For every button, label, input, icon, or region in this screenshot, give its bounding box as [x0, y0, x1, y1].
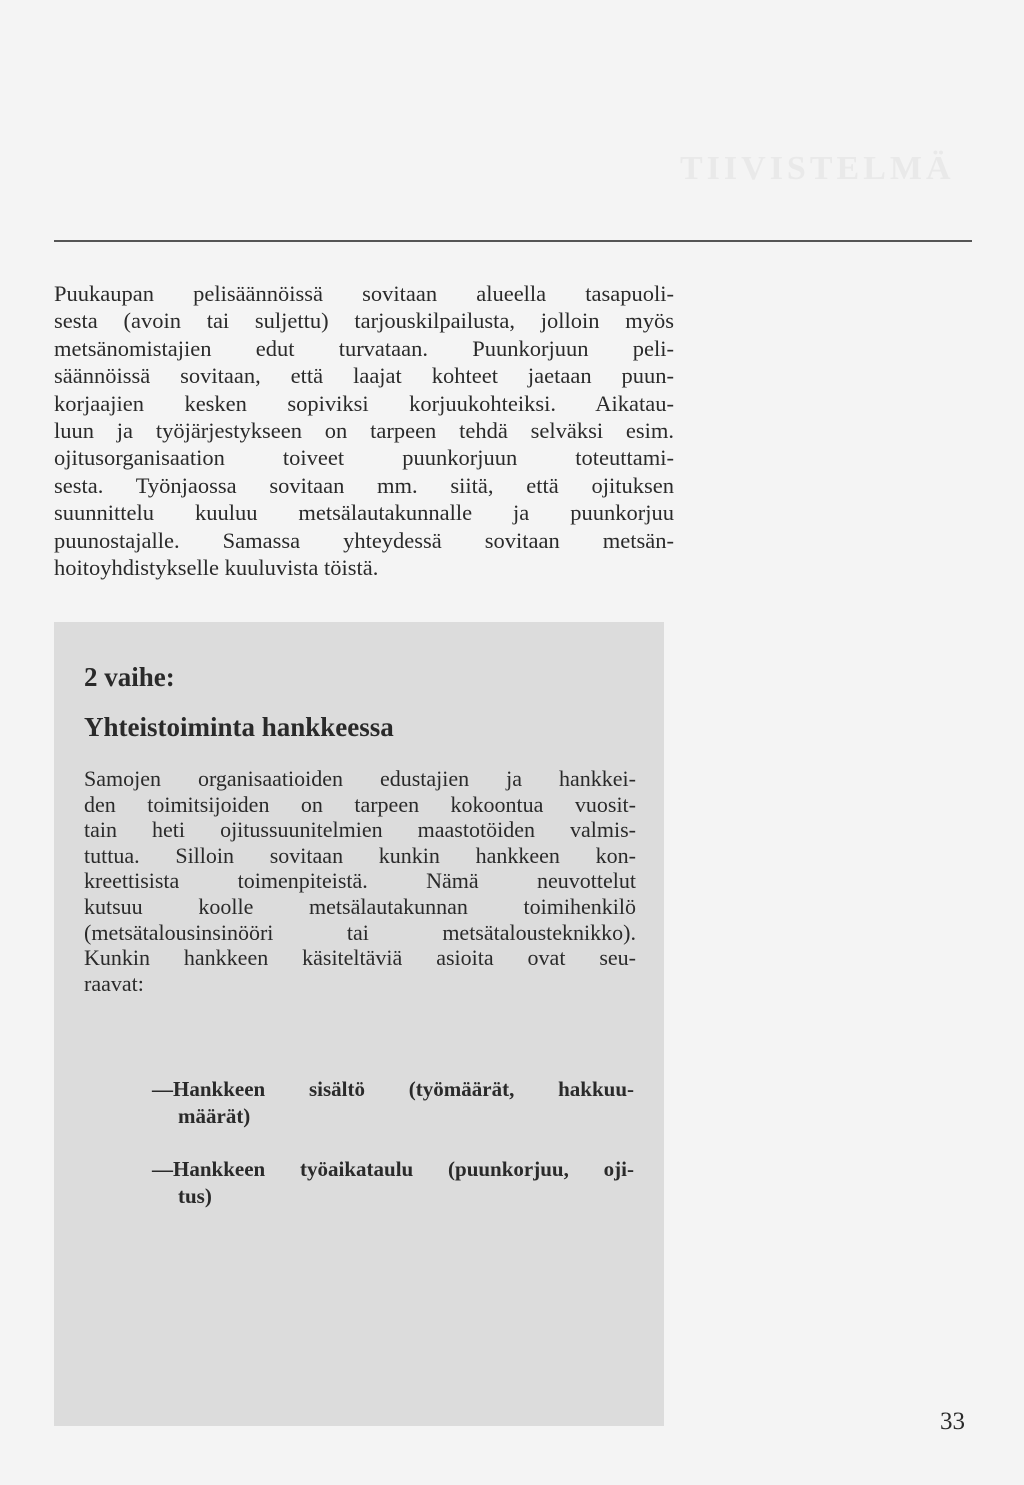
text-line: säännöissä sovitaan, että laajat kohteet jaetaan puun- [54, 363, 674, 389]
text-line: kreettisista toimenpiteistä. Nämä neuvottelut [84, 868, 636, 894]
phase-paragraph [84, 766, 636, 996]
text-line: luun ja työjärjestykseen on tarpeen tehdä selväksi esim. [54, 418, 674, 444]
text-line: tuttua. Silloin sovitaan kunkin hankkeen kon- [84, 842, 636, 868]
text-line: den toimitsijoiden on tarpeen kokoontua vuosit- [84, 791, 636, 817]
page-number: 33 [940, 1408, 965, 1435]
phase-label: 2 vaihe: [84, 662, 175, 692]
text-line: puunostajalle. Samassa yhteydessä sovitaan metsän- [54, 527, 674, 553]
intro-paragraph [54, 280, 674, 581]
top-rule [54, 240, 972, 242]
bullet-line: tus) [178, 1184, 212, 1208]
text-line: hoitoyhdistykselle kuuluvista töistä. [54, 555, 379, 581]
bullet-item [152, 1076, 634, 1130]
bullet-line: määrät) [178, 1104, 251, 1128]
text-line: ojitusorganisaation toiveet puunkorjuun toteuttami- [54, 445, 674, 471]
text-line: Samojen organisaatioiden edustajien ja hankkei- [84, 766, 636, 791]
text-line: korjaajien kesken sopiviksi korjuukohteiksi. Aikatau- [54, 390, 674, 416]
text-line: Kunkin hankkeen käsiteltäviä asioita ovat seu- [84, 945, 636, 971]
text-line: Puukaupan pelisäännöissä sovitaan alueella tasapuoli- [54, 281, 674, 306]
bullet-item [152, 1156, 634, 1210]
text-line: tain heti ojitussuunitelmien maastotöiden valmis- [84, 817, 636, 843]
text-line: sesta (avoin tai suljettu) tarjouskilpailusta, jolloin myös [54, 308, 674, 334]
text-line: kutsuu koolle metsälautakunnan toimihenkilö [84, 893, 636, 919]
text-line: suunnittelu kuuluu metsälautakunnalle ja puunkorjuu [54, 500, 674, 526]
bullet-line: —Hankkeen työaikataulu (puunkorjuu, oji- [152, 1157, 634, 1181]
text-line: metsänomistajien edut turvataan. Puunkorjuun peli- [54, 335, 674, 361]
bullet-line: —Hankkeen sisältö (työmäärät, hakkuu- [152, 1077, 634, 1101]
text-line: sesta. Työnjaossa sovitaan mm. siitä, että ojituksen [54, 472, 674, 498]
faint-section-heading: TIIVISTELMÄ [680, 150, 955, 187]
text-line: raavat: [84, 970, 144, 996]
text-line: (metsätalousinsinööri tai metsätalousteknikko). [84, 919, 636, 945]
phase-title: Yhteistoiminta hankkeessa [84, 712, 394, 742]
